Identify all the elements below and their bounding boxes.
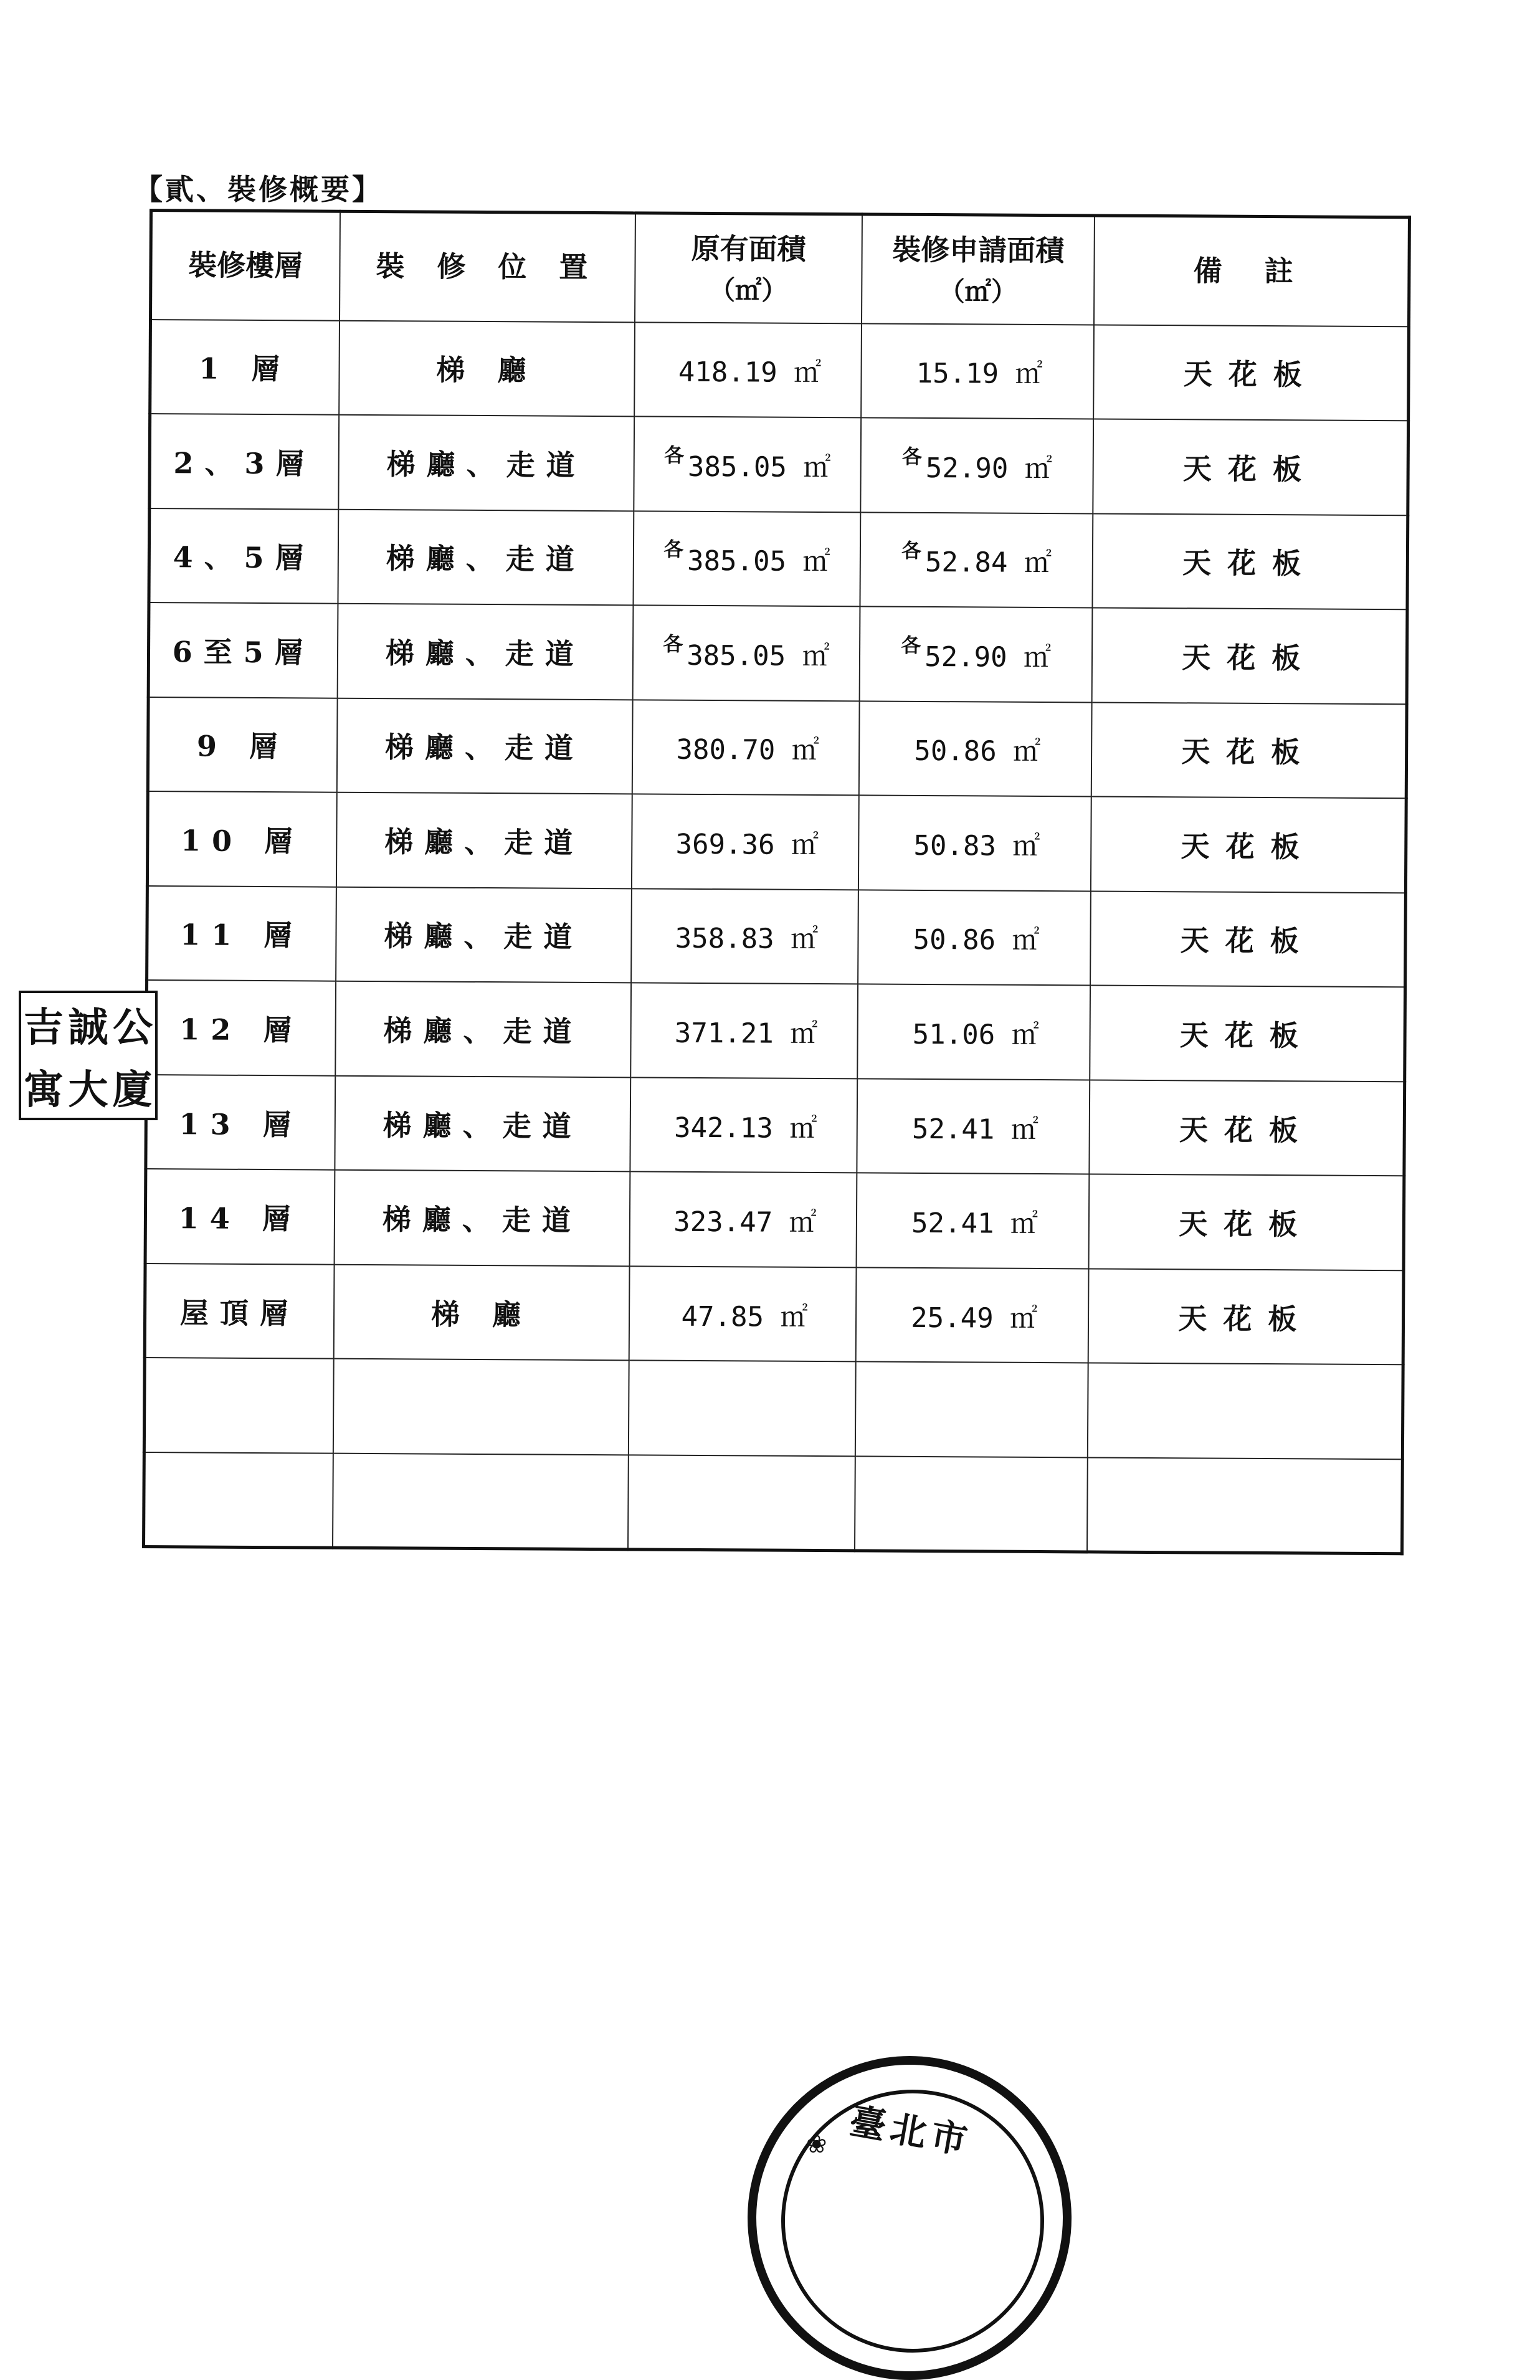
- remark-value: 天花板: [1184, 358, 1318, 392]
- table-row: [144, 1452, 1403, 1554]
- remark-value: 天花板: [1181, 924, 1315, 958]
- apply-area-cell: [856, 1173, 1090, 1269]
- apply-area-value: 52.84 ㎡: [925, 546, 1052, 579]
- side-seal-stamp: [19, 991, 158, 1120]
- header-apply-area-label: 裝修申請面積: [892, 232, 1064, 267]
- seal-char: 公: [110, 993, 155, 1055]
- table-body: [144, 320, 1409, 1554]
- original-area-value: 342.13 ㎡: [674, 1111, 817, 1144]
- location-cell: [336, 793, 632, 888]
- apply-area-value: 50.86 ㎡: [913, 924, 1039, 956]
- floor-cell: [150, 414, 339, 509]
- floor-value: 11 層: [180, 918, 303, 953]
- location-cell: [335, 981, 632, 1077]
- location-cell: [339, 320, 635, 416]
- table-row: [150, 320, 1409, 421]
- location-cell: [334, 1170, 630, 1266]
- apply-area-value: 51.06 ㎡: [913, 1019, 1039, 1051]
- table-row: [149, 508, 1408, 610]
- location-cell: [333, 1359, 629, 1455]
- remark-cell: [1090, 1080, 1405, 1176]
- each-prefix: 各: [902, 445, 922, 469]
- original-area-value: 385.05 ㎡: [687, 545, 830, 578]
- each-prefix: 各: [901, 539, 921, 563]
- section-title: 【貳、裝修概要】: [134, 167, 383, 208]
- table-row: [146, 1075, 1405, 1176]
- table-row: [147, 886, 1406, 988]
- floor-cell: [147, 791, 336, 887]
- table-row: [147, 791, 1406, 893]
- plum-blossom-icon: ❀: [806, 2130, 827, 2159]
- table-row: [148, 602, 1407, 704]
- original-area-value: 385.05 ㎡: [687, 640, 830, 672]
- original-area-value: 380.70 ㎡: [676, 734, 819, 766]
- remark-cell: [1089, 1174, 1404, 1270]
- location-cell: [333, 1264, 630, 1360]
- remark-value: 天花板: [1181, 735, 1316, 769]
- original-area-cell: [630, 983, 857, 1079]
- apply-area-cell: [859, 606, 1093, 702]
- each-prefix: 各: [664, 443, 684, 467]
- apply-area-cell: [859, 701, 1093, 797]
- remark-cell: [1087, 1457, 1402, 1553]
- apply-area-value: 52.41 ㎡: [912, 1113, 1039, 1145]
- remark-cell: [1088, 1269, 1404, 1364]
- remark-value: 天花板: [1182, 640, 1316, 675]
- floor-value: 屋頂層: [180, 1296, 300, 1330]
- original-area-cell: [632, 700, 859, 796]
- apply-area-cell: [860, 417, 1094, 513]
- original-area-cell: [629, 1266, 856, 1362]
- floor-cell: [144, 1358, 333, 1453]
- location-value: 梯廳、走道: [384, 825, 584, 860]
- apply-area-value: 50.86 ㎡: [914, 735, 1040, 768]
- location-cell: [333, 1454, 629, 1549]
- original-area-value: 371.21 ㎡: [675, 1017, 818, 1050]
- round-official-stamp: [748, 2056, 1072, 2380]
- apply-area-cell: [857, 1078, 1090, 1174]
- apply-area-cell: [855, 1362, 1089, 1458]
- original-area-cell: [634, 416, 860, 512]
- location-value: 梯廳、走道: [383, 1108, 582, 1143]
- location-value: 梯 廳: [436, 353, 537, 388]
- remark-value: 天花板: [1182, 546, 1317, 581]
- floor-cell: [150, 320, 340, 415]
- floor-value: 13 層: [179, 1107, 302, 1141]
- renovation-summary-table: [142, 209, 1411, 1555]
- location-value: 梯廳、走道: [383, 1202, 582, 1237]
- remark-cell: [1091, 797, 1406, 893]
- floor-cell: [146, 980, 336, 1075]
- remark-cell: [1093, 419, 1409, 515]
- floor-value: 14 層: [179, 1201, 302, 1235]
- original-area-value: 369.36 ㎡: [675, 829, 819, 861]
- remark-value: 天花板: [1179, 1113, 1314, 1147]
- floor-value: 2、3層: [173, 446, 315, 480]
- apply-area-value: 52.90 ㎡: [926, 452, 1052, 485]
- original-area-cell: [632, 794, 858, 890]
- remark-cell: [1090, 986, 1405, 1082]
- header-apply-area-unit: （㎡）: [862, 271, 1094, 312]
- header-location: 裝 修 位 置: [340, 211, 636, 322]
- original-area-value: 358.83 ㎡: [675, 923, 819, 955]
- location-value: 梯廳、走道: [383, 1014, 582, 1049]
- seal-char: 誠: [66, 993, 111, 1055]
- floor-value: 6至5層: [173, 635, 315, 669]
- table-row: [144, 1358, 1403, 1459]
- table-header-row: [151, 211, 1410, 326]
- location-cell: [336, 698, 633, 794]
- apply-area-value: 15.19 ㎡: [916, 358, 1043, 390]
- remark-cell: [1093, 513, 1408, 609]
- floor-value: 4、5層: [173, 541, 315, 575]
- original-area-cell: [631, 888, 858, 984]
- original-area-cell: [634, 511, 860, 607]
- location-cell: [338, 415, 635, 511]
- remark-value: 天花板: [1180, 1018, 1314, 1052]
- floor-cell: [149, 508, 338, 604]
- original-area-cell: [629, 1361, 855, 1457]
- apply-area-value: 50.83 ㎡: [913, 830, 1040, 862]
- renovation-summary-table-wrapper: [142, 209, 1411, 1555]
- table-row: [150, 414, 1409, 515]
- floor-value: 12 層: [179, 1012, 303, 1047]
- table-row: [148, 697, 1407, 799]
- floor-cell: [145, 1264, 334, 1359]
- location-value: 梯廳、走道: [385, 731, 584, 766]
- remark-cell: [1092, 608, 1407, 704]
- each-prefix: 各: [663, 538, 683, 561]
- floor-value: 10 層: [181, 824, 304, 858]
- table-row: [145, 1264, 1404, 1365]
- apply-area-cell: [860, 512, 1093, 608]
- remark-cell: [1094, 325, 1409, 421]
- floor-value: 1 層: [199, 352, 291, 386]
- location-value: 梯廳、走道: [384, 920, 583, 954]
- floor-cell: [148, 602, 338, 698]
- remark-value: 天花板: [1181, 829, 1315, 864]
- original-area-cell: [634, 322, 861, 418]
- remark-cell: [1091, 702, 1407, 798]
- floor-cell: [145, 1169, 335, 1264]
- location-value: 梯 廳: [431, 1297, 532, 1331]
- header-floor: 裝修樓層: [151, 211, 340, 321]
- apply-area-cell: [858, 796, 1092, 892]
- floor-cell: [148, 697, 337, 793]
- remark-cell: [1088, 1363, 1403, 1459]
- location-value: 梯廳、走道: [386, 541, 586, 576]
- original-area-value: 47.85 ㎡: [681, 1300, 807, 1333]
- floor-value: 9 層: [197, 730, 289, 764]
- original-area-cell: [633, 605, 860, 701]
- apply-area-cell: [861, 323, 1095, 419]
- location-cell: [337, 604, 634, 700]
- original-area-value: 418.19 ㎡: [678, 356, 822, 389]
- header-original-area-unit: （㎡）: [635, 270, 861, 310]
- remark-value: 天花板: [1183, 452, 1318, 486]
- remark-value: 天花板: [1179, 1207, 1313, 1241]
- location-cell: [336, 887, 632, 983]
- header-original-area-label: 原有面積: [691, 232, 806, 266]
- original-area-cell: [630, 1172, 857, 1268]
- original-area-cell: [630, 1077, 857, 1173]
- apply-area-cell: [855, 1456, 1088, 1552]
- apply-area-cell: [857, 984, 1091, 1080]
- floor-cell: [144, 1452, 333, 1548]
- seal-char: 廈: [110, 1055, 155, 1118]
- header-apply-area: [862, 214, 1095, 325]
- location-cell: [338, 509, 634, 605]
- location-value: 梯廳、走道: [386, 447, 586, 482]
- seal-char: 大: [66, 1055, 111, 1118]
- original-area-cell: [628, 1455, 855, 1551]
- header-original-area: [635, 213, 862, 323]
- original-area-value: 385.05 ㎡: [688, 451, 831, 483]
- header-remark: 備 註: [1094, 216, 1409, 326]
- apply-area-value: 52.41 ㎡: [911, 1207, 1038, 1240]
- floor-cell: [147, 886, 336, 981]
- seal-char: 寓: [21, 1055, 66, 1118]
- table-row: [146, 980, 1405, 1082]
- stamp-text: 臺北市: [846, 2092, 977, 2164]
- apply-area-value: 25.49 ㎡: [911, 1302, 1037, 1334]
- apply-area-cell: [858, 890, 1091, 986]
- each-prefix: 各: [901, 634, 921, 657]
- seal-char: 吉: [21, 993, 66, 1055]
- table-row: [145, 1169, 1404, 1270]
- location-value: 梯廳、走道: [386, 636, 585, 671]
- remark-value: 天花板: [1178, 1302, 1313, 1336]
- remark-cell: [1091, 891, 1406, 987]
- original-area-value: 323.47 ㎡: [673, 1206, 817, 1239]
- apply-area-value: 52.90 ㎡: [924, 641, 1051, 674]
- floor-cell: [146, 1075, 335, 1170]
- apply-area-cell: [855, 1267, 1089, 1363]
- location-cell: [335, 1075, 631, 1171]
- each-prefix: 各: [663, 632, 683, 655]
